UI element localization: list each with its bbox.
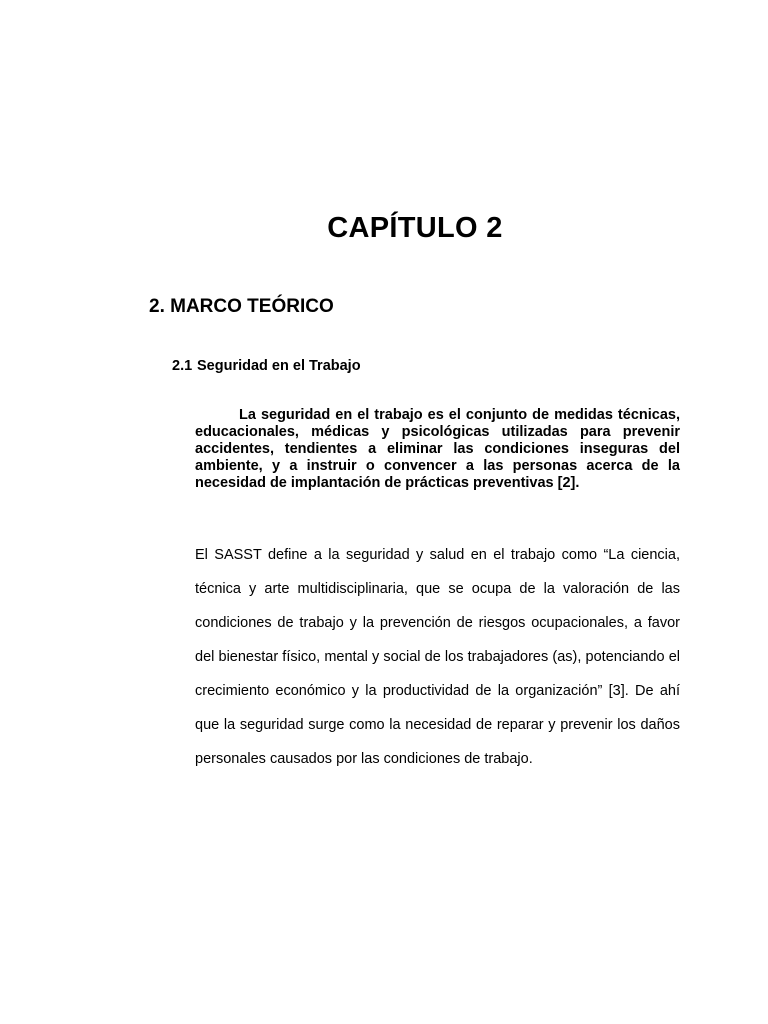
section-title: 2. MARCO TEÓRICO — [149, 296, 334, 317]
subsection-heading — [172, 358, 361, 374]
chapter-title: CAPÍTULO 2 — [327, 212, 503, 244]
subsection-number: 2.1 — [172, 358, 193, 374]
body-paragraph: El SASST define a la seguridad y salud en el trabajo como “La ciencia, técnica y arte multidisciplinaria, que se ocupa de la valoración de las condiciones de trabajo y la prevención de riesgos ocupacionales, a favor del bienestar físico, mental y social de los trabajadores (as), potenciando el crecimiento económico y la productividad de la organización” [3]. De ahí que la seguridad surge como la necesidad de reparar y prevenir los daños personales causados por las condiciones de trabajo. — [195, 547, 680, 767]
subsection-title: Seguridad en el Trabajo — [197, 358, 361, 374]
definition-quote: La seguridad en el trabajo es el conjunto de medidas técnicas, educacionales, médicas y psicológicas utilizadas para prevenir accidentes, tendientes a eliminar las condiciones inseguras del ambiente, y a instruir o convencer a las personas acerca de la necesidad de implantación de prácticas preventivas [2]. — [195, 407, 680, 491]
